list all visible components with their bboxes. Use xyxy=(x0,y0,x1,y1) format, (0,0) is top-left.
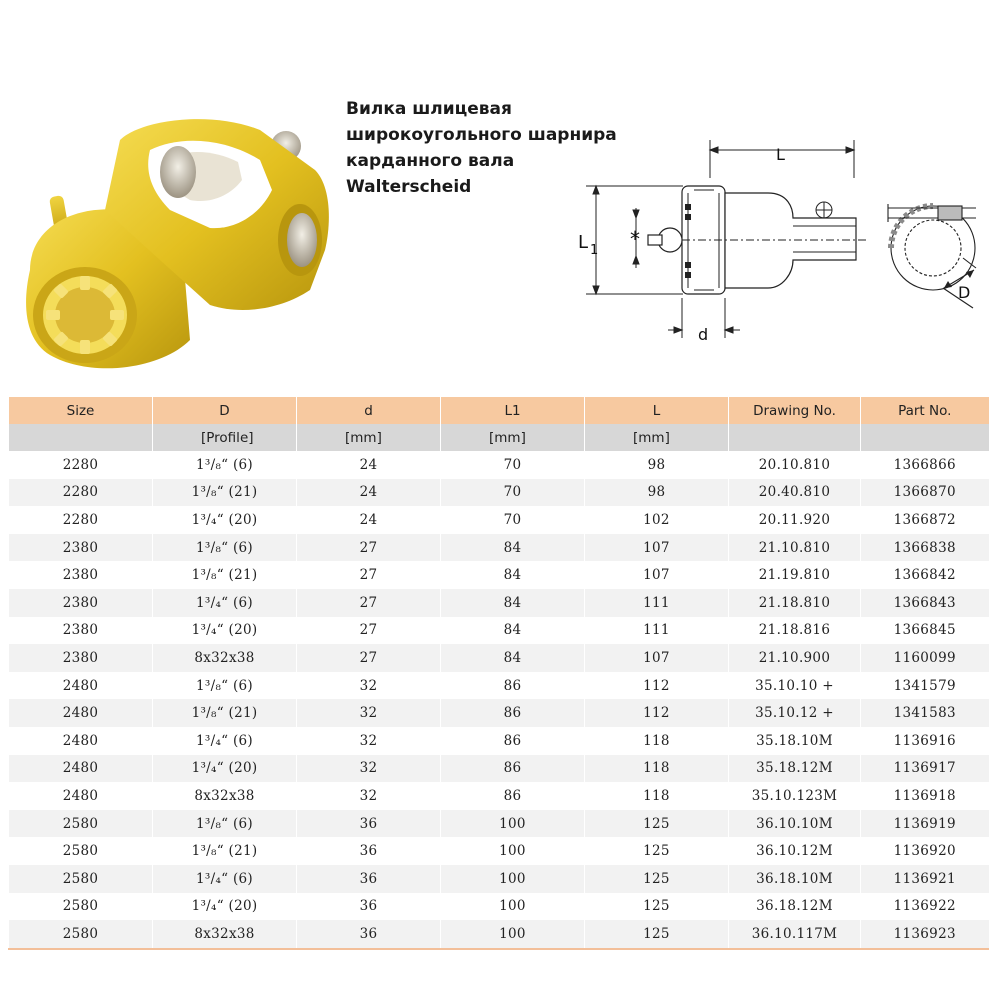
table-cell: 20.10.810 xyxy=(729,451,861,479)
table-cell: 86 xyxy=(441,727,585,755)
table-cell: 36 xyxy=(297,893,441,921)
table-cell: 1341583 xyxy=(861,699,989,727)
yoke-product-photo xyxy=(10,100,340,380)
title-line: Walterscheid xyxy=(346,177,472,197)
table-cell: 112 xyxy=(585,699,729,727)
table-cell: 98 xyxy=(585,479,729,507)
table-cell: 35.18.10M xyxy=(729,727,861,755)
table-cell: 36.10.10M xyxy=(729,810,861,838)
table-cell: 1366866 xyxy=(861,451,989,479)
table-row xyxy=(9,920,989,948)
table-cell: 112 xyxy=(585,672,729,700)
table-row xyxy=(9,561,989,589)
table-cell: 125 xyxy=(585,837,729,865)
table-row xyxy=(9,479,989,507)
table-cell: 125 xyxy=(585,865,729,893)
table-cell: 2580 xyxy=(9,893,153,921)
column-header-drawing-no: Drawing No. xyxy=(729,397,861,424)
technical-drawing xyxy=(578,138,978,358)
table-cell: 32 xyxy=(297,727,441,755)
table-cell: 8x32x38 xyxy=(153,782,297,810)
table-cell: 70 xyxy=(441,479,585,507)
table-row xyxy=(9,699,989,727)
table-cell: 84 xyxy=(441,589,585,617)
table-cell: 2280 xyxy=(9,451,153,479)
dimension-label-L: L xyxy=(776,145,785,164)
table-cell: 1366872 xyxy=(861,506,989,534)
table-cell: 84 xyxy=(441,561,585,589)
table-header-row xyxy=(9,397,989,424)
table-cell: 36 xyxy=(297,837,441,865)
table-cell: 1³/₈“ (6) xyxy=(153,672,297,700)
table-cell: 21.19.810 xyxy=(729,561,861,589)
table-cell: 1³/₄“ (6) xyxy=(153,865,297,893)
title-line: Вилка шлицевая xyxy=(346,99,512,119)
table-cell: 1³/₄“ (20) xyxy=(153,893,297,921)
unit-cell: [Profile] xyxy=(153,424,297,451)
table-cell: 1366845 xyxy=(861,617,989,645)
table-cell: 2580 xyxy=(9,810,153,838)
table-cell: 27 xyxy=(297,589,441,617)
table-cell: 2280 xyxy=(9,506,153,534)
table-cell: 36 xyxy=(297,810,441,838)
table-cell: 1³/₄“ (20) xyxy=(153,617,297,645)
table-cell: 70 xyxy=(441,506,585,534)
table-cell: 36 xyxy=(297,920,441,948)
table-cell: 70 xyxy=(441,451,585,479)
spec-table xyxy=(8,397,989,950)
table-cell: 1³/₈“ (21) xyxy=(153,479,297,507)
table-cell: 27 xyxy=(297,534,441,562)
table-cell: 21.10.810 xyxy=(729,534,861,562)
column-header-part-no: Part No. xyxy=(861,397,989,424)
table-cell: 35.10.123M xyxy=(729,782,861,810)
table-body xyxy=(9,451,989,949)
table-cell: 86 xyxy=(441,672,585,700)
table-cell: 27 xyxy=(297,644,441,672)
column-header-L1: L1 xyxy=(441,397,585,424)
table-cell: 118 xyxy=(585,782,729,810)
title-line: карданного вала xyxy=(346,151,515,171)
table-cell: 20.40.810 xyxy=(729,479,861,507)
table-cell: 32 xyxy=(297,699,441,727)
table-cell: 2380 xyxy=(9,561,153,589)
unit-cell: [mm] xyxy=(441,424,585,451)
table-cell: 1136920 xyxy=(861,837,989,865)
table-cell: 118 xyxy=(585,727,729,755)
table-cell: 21.18.810 xyxy=(729,589,861,617)
table-cell: 1136921 xyxy=(861,865,989,893)
table-cell: 35.10.10 + xyxy=(729,672,861,700)
table-cell: 24 xyxy=(297,506,441,534)
table-cell: 8x32x38 xyxy=(153,920,297,948)
table-cell: 1366838 xyxy=(861,534,989,562)
table-cell: 2480 xyxy=(9,755,153,783)
table-cell: 100 xyxy=(441,837,585,865)
table-cell: 102 xyxy=(585,506,729,534)
dimension-label-d: d xyxy=(698,325,709,344)
table-cell: 27 xyxy=(297,617,441,645)
table-cell: 1136917 xyxy=(861,755,989,783)
table-cell: 1³/₈“ (21) xyxy=(153,561,297,589)
table-cell: 32 xyxy=(297,672,441,700)
table-cell: 36 xyxy=(297,865,441,893)
table-cell: 100 xyxy=(441,920,585,948)
table-units-row xyxy=(9,424,989,451)
table-cell: 1341579 xyxy=(861,672,989,700)
table-cell: 86 xyxy=(441,782,585,810)
table-cell: 35.18.12M xyxy=(729,755,861,783)
column-header-d: d xyxy=(297,397,441,424)
unit-cell xyxy=(9,424,153,451)
table-cell: 2280 xyxy=(9,479,153,507)
table-cell: 107 xyxy=(585,534,729,562)
table-row xyxy=(9,534,989,562)
table-cell: 20.11.920 xyxy=(729,506,861,534)
table-cell: 36.18.10M xyxy=(729,865,861,893)
table-cell: 125 xyxy=(585,893,729,921)
column-header-size: Size xyxy=(9,397,153,424)
table-cell: 1³/₈“ (21) xyxy=(153,699,297,727)
title-line: широкоугольного шарнира xyxy=(346,125,617,145)
table-cell: 125 xyxy=(585,920,729,948)
table-cell: 100 xyxy=(441,865,585,893)
dimension-label-star: * xyxy=(630,227,640,251)
table-cell: 8x32x38 xyxy=(153,644,297,672)
table-cell: 2380 xyxy=(9,617,153,645)
table-row xyxy=(9,617,989,645)
table-cell: 36.10.12M xyxy=(729,837,861,865)
table-cell: 118 xyxy=(585,755,729,783)
table-cell: 1³/₄“ (20) xyxy=(153,506,297,534)
table-cell: 111 xyxy=(585,589,729,617)
table-cell: 2480 xyxy=(9,727,153,755)
table-cell: 1³/₄“ (20) xyxy=(153,755,297,783)
table-rule-cell xyxy=(9,948,989,949)
table-cell: 107 xyxy=(585,561,729,589)
table-cell: 2480 xyxy=(9,672,153,700)
table-cell: 2480 xyxy=(9,699,153,727)
table-row xyxy=(9,589,989,617)
table-row xyxy=(9,672,989,700)
table-cell: 36.10.117M xyxy=(729,920,861,948)
table-cell: 32 xyxy=(297,755,441,783)
table-cell: 2580 xyxy=(9,865,153,893)
table-cell: 1³/₈“ (6) xyxy=(153,451,297,479)
table-cell: 98 xyxy=(585,451,729,479)
table-cell: 107 xyxy=(585,644,729,672)
table-row xyxy=(9,755,989,783)
unit-cell: [mm] xyxy=(585,424,729,451)
column-header-L: L xyxy=(585,397,729,424)
table-cell: 2580 xyxy=(9,920,153,948)
column-header-D: D xyxy=(153,397,297,424)
table-row xyxy=(9,865,989,893)
table-cell: 1136922 xyxy=(861,893,989,921)
table-cell: 1136919 xyxy=(861,810,989,838)
table-row xyxy=(9,506,989,534)
table-row xyxy=(9,782,989,810)
table-cell: 100 xyxy=(441,893,585,921)
table-cell: 100 xyxy=(441,810,585,838)
table-row xyxy=(9,451,989,479)
table-bottom-rule xyxy=(9,948,989,949)
table-cell: 24 xyxy=(297,451,441,479)
table-cell: 21.10.900 xyxy=(729,644,861,672)
table-cell: 1136916 xyxy=(861,727,989,755)
unit-cell xyxy=(861,424,989,451)
table-cell: 86 xyxy=(441,699,585,727)
table-cell: 2380 xyxy=(9,644,153,672)
table-row xyxy=(9,837,989,865)
table-cell: 21.18.816 xyxy=(729,617,861,645)
table-row xyxy=(9,644,989,672)
table-cell: 1366870 xyxy=(861,479,989,507)
table-cell: 35.10.12 + xyxy=(729,699,861,727)
table-cell: 84 xyxy=(441,617,585,645)
table-cell: 1366842 xyxy=(861,561,989,589)
unit-cell: [mm] xyxy=(297,424,441,451)
table-cell: 1160099 xyxy=(861,644,989,672)
table-cell: 2380 xyxy=(9,589,153,617)
table-cell: 1³/₄“ (6) xyxy=(153,727,297,755)
table-row xyxy=(9,810,989,838)
table-cell: 1³/₈“ (21) xyxy=(153,837,297,865)
table-cell: 1³/₄“ (6) xyxy=(153,589,297,617)
table-cell: 2580 xyxy=(9,837,153,865)
table-cell: 1136923 xyxy=(861,920,989,948)
dimension-label-L1: L xyxy=(578,232,589,253)
table-cell: 32 xyxy=(297,782,441,810)
table-cell: 24 xyxy=(297,479,441,507)
table-cell: 36.18.12M xyxy=(729,893,861,921)
table-cell: 27 xyxy=(297,561,441,589)
dimension-label-D: D xyxy=(958,283,971,302)
table-row xyxy=(9,893,989,921)
table-cell: 125 xyxy=(585,810,729,838)
table-cell: 2480 xyxy=(9,782,153,810)
table-cell: 111 xyxy=(585,617,729,645)
dimension-label-L1-sub: 1 xyxy=(590,243,599,258)
table-cell: 84 xyxy=(441,644,585,672)
table-cell: 1366843 xyxy=(861,589,989,617)
table-cell: 1³/₈“ (6) xyxy=(153,810,297,838)
table-cell: 86 xyxy=(441,755,585,783)
unit-cell xyxy=(729,424,861,451)
table-row xyxy=(9,727,989,755)
table-cell: 2380 xyxy=(9,534,153,562)
table-cell: 1136918 xyxy=(861,782,989,810)
table-cell: 84 xyxy=(441,534,585,562)
table-cell: 1³/₈“ (6) xyxy=(153,534,297,562)
